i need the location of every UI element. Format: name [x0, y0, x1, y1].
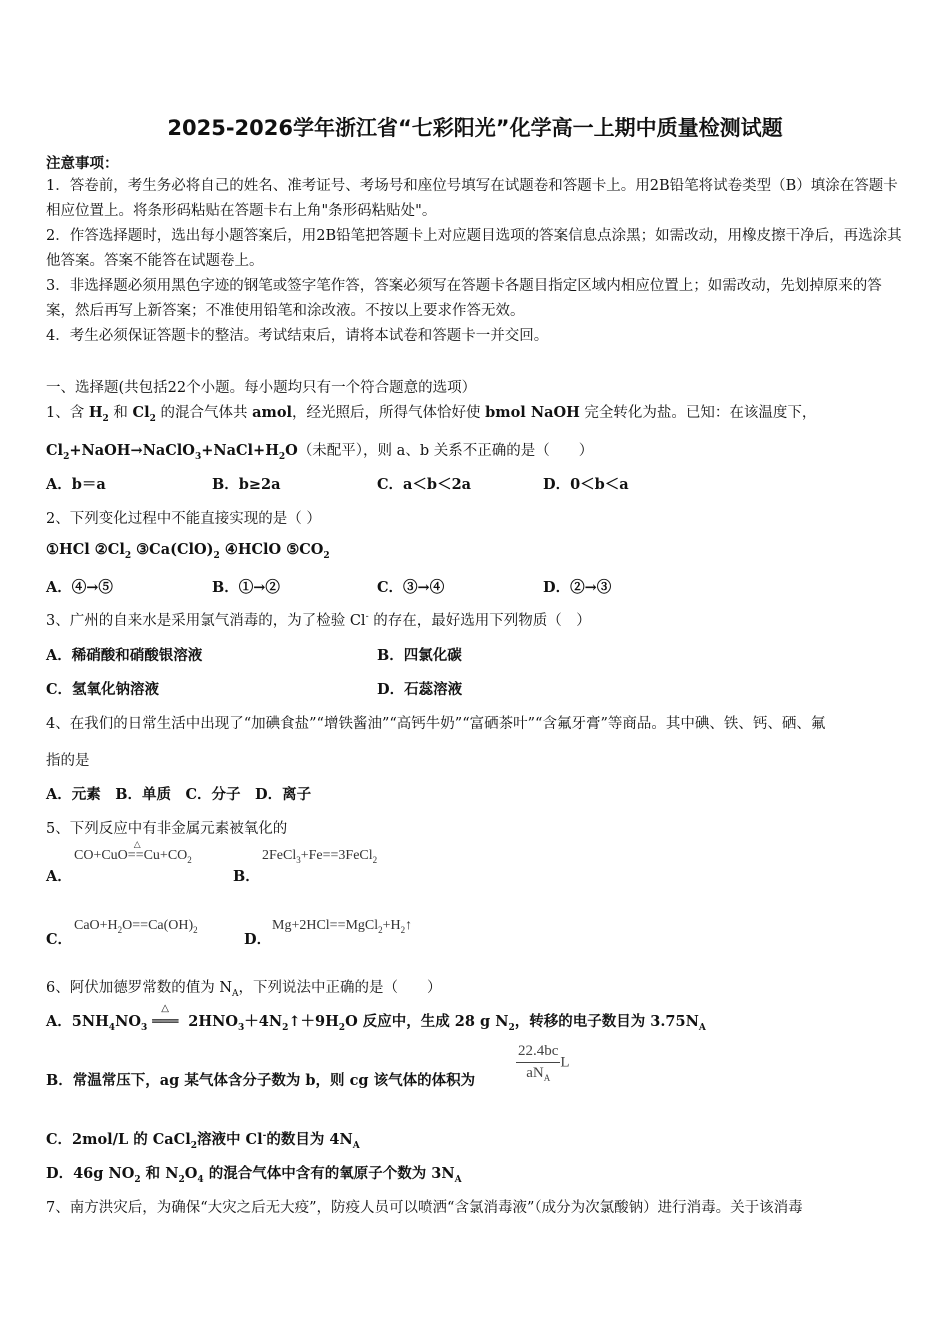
option-b[interactable]: B．b≥2a: [212, 476, 281, 493]
option-c-label[interactable]: C．: [46, 931, 73, 948]
option-d[interactable]: D．46g $NO_2$ 和 $N_2O_4$ 的混合气体中含有的氧原子个数为 $3N_A$: [46, 1165, 462, 1185]
option-b-label[interactable]: B．: [233, 868, 260, 885]
question-4-stem: 4、在我们的日常生活中出现了“加碘食盐”“增铁酱油”“高钙牛奶”“富硒茶叶”“含氟牙膏”等商品。其中碘、铁、钙、硒、氟: [46, 716, 826, 732]
option-b[interactable]: B．①→②: [212, 579, 280, 596]
question-4-stem-cont: 指的是: [46, 753, 90, 769]
option-a[interactable]: A．b＝a: [46, 476, 106, 493]
option-a[interactable]: A．$5NH_4NO_3$ ═══ △ $2HNO_3+4N_2↑+9H_2O$ 反应中，生成 28 g $N_2$，转移的电子数目为 $3.75N_A$: [46, 1003, 706, 1033]
question-2-stem: 2、下列变化过程中不能直接实现的是（ ）: [46, 511, 321, 527]
equation-a: CO+CuO== △ $Cu+CO_2$: [74, 839, 192, 865]
question-4-options[interactable]: A．元素 B．单质 C．分子 D．离子: [46, 786, 312, 803]
option-c[interactable]: C．a＜b＜2a: [377, 476, 472, 493]
option-a-label[interactable]: A．: [46, 868, 72, 885]
option-a[interactable]: A．稀硝酸和硝酸银溶液: [46, 647, 203, 664]
option-b[interactable]: B．四氯化碳: [377, 647, 462, 664]
option-d[interactable]: D．石蕊溶液: [377, 681, 463, 698]
equation-c: $CaO+H_2O==Ca(OH)_2$: [74, 918, 198, 935]
option-c[interactable]: C．③→④: [377, 579, 445, 596]
note-item: 4．考生必须保证答题卡的整洁。考试结束后，请将本试卷和答题卡一并交回。: [46, 328, 549, 344]
question-6-stem: 6、阿伏加德罗常数的值为 $N_A$，下列说法中正确的是（ ）: [46, 980, 442, 999]
equation-b: 2FeCl$_3$+Fe==3FeCl$_2$: [262, 848, 378, 865]
option-c[interactable]: C．氢氧化钠溶液: [46, 681, 160, 698]
option-d-label[interactable]: D．: [244, 931, 272, 948]
option-b[interactable]: B．常温常压下，ag 某气体含分子数为 b，则 cg 该气体的体积为: [46, 1072, 476, 1089]
question-5-stem: 5、下列反应中有非金属元素被氧化的: [46, 821, 288, 837]
note-item: 2．作答选择题时，选出每小题答案后，用2B铅笔把答题卡上对应题目选项的答案信息点涂黑；如需改动，用橡皮擦干净后，再选涂其他答案。答案不能答在试题卷上。: [46, 228, 902, 269]
section-heading: 一、选择题(共包括22个小题。每小题均只有一个符合题意的选项）: [46, 380, 477, 396]
option-d[interactable]: D．②→③: [543, 579, 612, 596]
question-2-items: ①HCl $②Cl_2$ $③Ca(ClO)_2$ ④HClO $⑤CO_2$: [46, 541, 330, 561]
option-a[interactable]: A．④→⑤: [46, 579, 113, 596]
equation-d: $Mg+2HCl==MgCl_2+H_2↑$: [272, 918, 413, 935]
question-1-equation: $Cl_2+NaOH\to NaClO_3+NaCl+H_2O$（未配平），则 a、b 关系不正确的是（ ）: [46, 442, 594, 462]
note-item: 1．答卷前，考生务必将自己的姓名、准考证号、考场号和座位号填写在试题卷和答题卡上。用2B铅笔将试卷类型（B）填涂在答题卡相应位置上。将条形码粘贴在答题卡右上角"条形码粘贴处"。: [46, 178, 898, 219]
option-d[interactable]: D．0＜b＜a: [543, 476, 629, 493]
question-1-stem: 1、含 $H_2$ 和 $Cl_2$ 的混合气体共 amol，经光照后，所得气体恰好使 bmol NaOH 完全转化为盐。已知：在该温度下，: [46, 404, 817, 424]
volume-fraction: $\frac{22.4bc}{aN_A}$ L: [518, 1043, 570, 1083]
question-3-stem: 3、广州的自来水是采用氯气消毒的，为了检验 Cl- 的存在，最好选用下列物质（ ）: [46, 612, 591, 629]
notes-heading: 注意事项：: [46, 155, 119, 172]
question-7-stem: 7、南方洪灾后，为确保“大灾之后无大疫”，防疫人员可以喷洒“含氯消毒液”（成分为次氯酸钠）进行消毒。关于该消毒: [46, 1200, 803, 1216]
option-c[interactable]: C．2mol/L 的 CaCl$_2$溶液中 Cl-的数目为 $4N_A$: [46, 1131, 360, 1151]
page-title: 2025-2026学年浙江省“七彩阳光”化学高一上期中质量检测试题: [167, 116, 783, 140]
note-item: 3．非选择题必须用黑色字迹的钢笔或签字笔作答，答案必须写在答题卡各题目指定区域内相应位置上；如需改动，先划掉原来的答案，然后再写上新答案；不准使用铅笔和涂改液。不按以上要求作答无效。: [46, 278, 882, 319]
